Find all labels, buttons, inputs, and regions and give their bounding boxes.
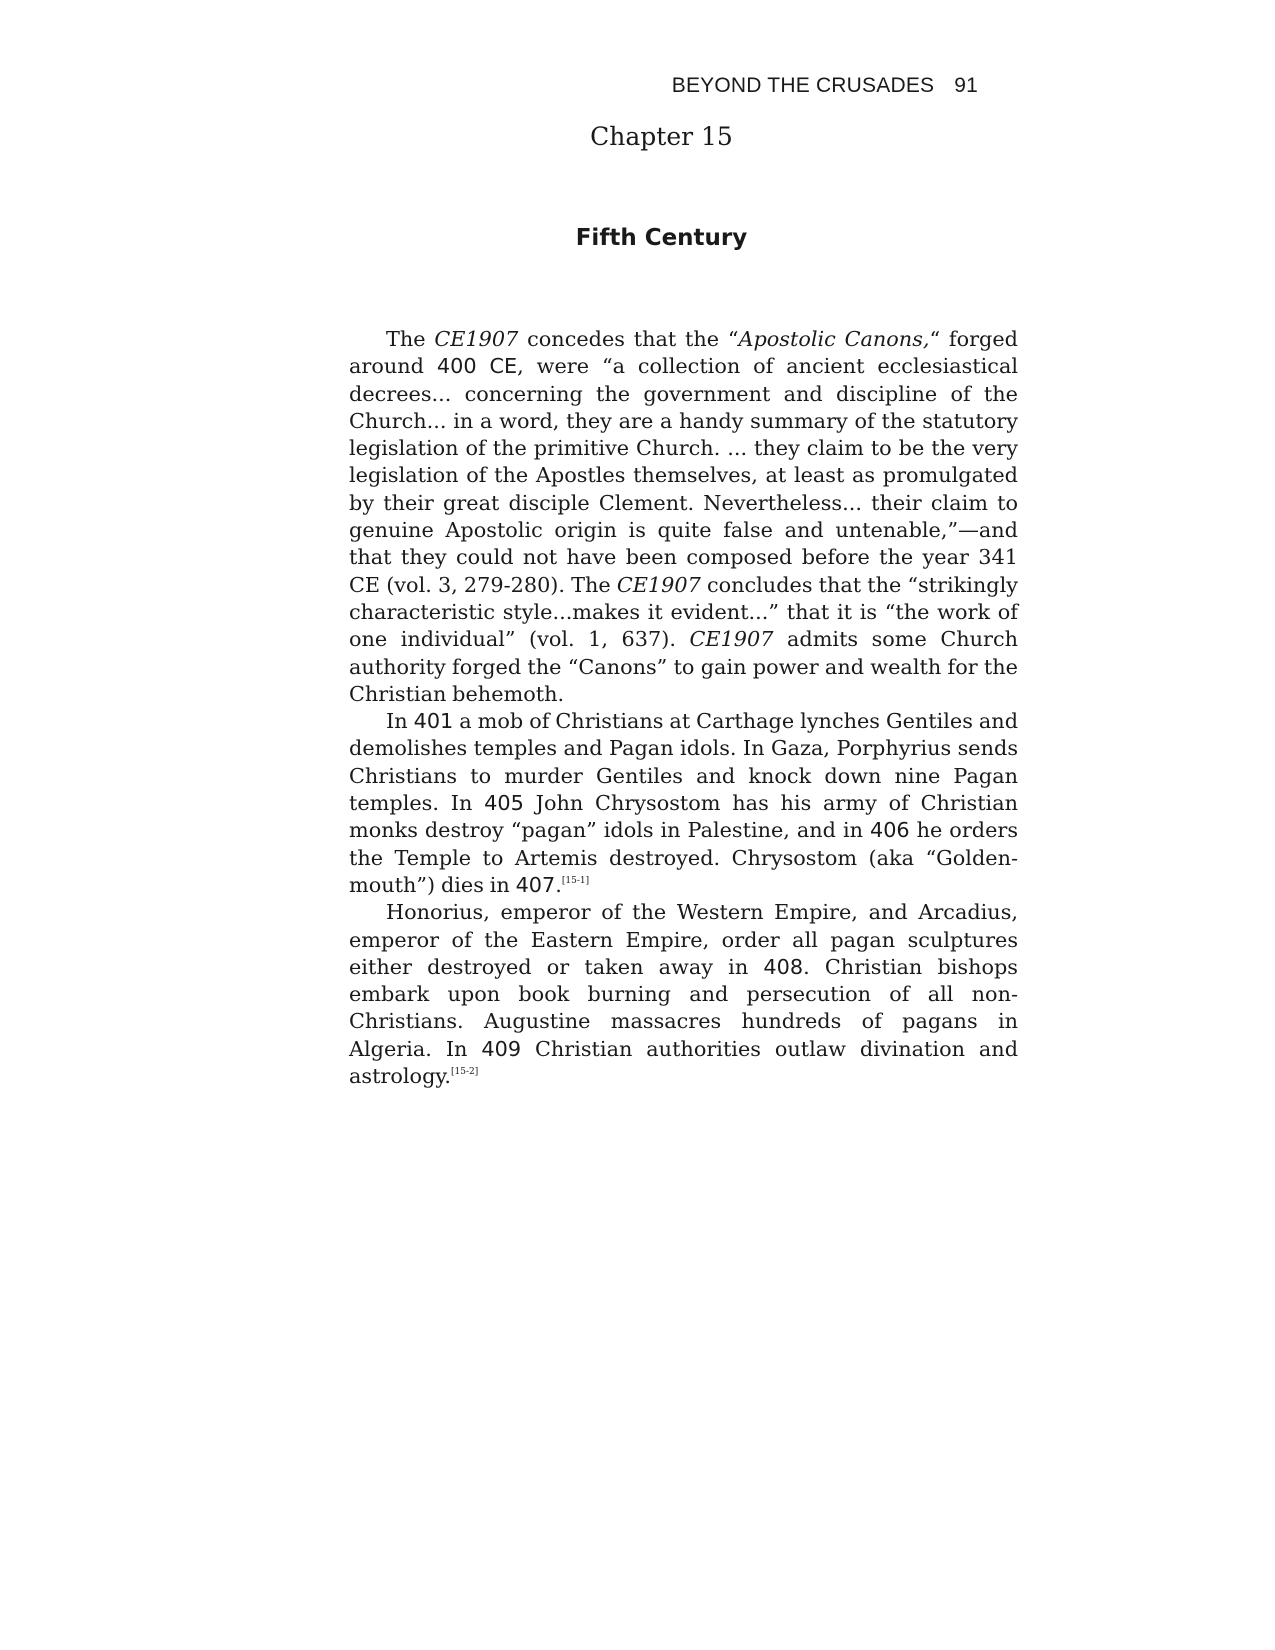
citation-abbrev: CE1907 [616, 572, 701, 597]
footnote-ref[interactable]: [15-1] [561, 875, 590, 886]
text-run: a mob of Christians at Carthage lynches Gentiles and demolishes temples and Pagan idols. In Gaza, Porphyrius sends Christians to murder Gentiles and knock down nine Pagan temples. In [349, 709, 1019, 816]
paragraph-1 [349, 326, 1018, 708]
body-text [349, 326, 1018, 1090]
text-run: , were “a collection of ancient ecclesiastical decrees... concerning the government and discipline of the Church... in a word, they are a handy summary of the statutory legislation of the primitive Church. ... they claim to be the very legislation of the Apostles themselves, at least as promulgated by their great disciple Clement. Nevertheless... their claim to genuine Apostolic origin is quite false and untenable,”—and that they could not have been composed before the year 341 CE (vol. 3, 279-280). The [349, 354, 1018, 597]
year-highlight: 400 CE [436, 354, 518, 379]
running-header [672, 74, 978, 98]
text-run: concludes that the “strikingly characteristic style...makes it evident...” that it is “the work of one individual” (vol. 1, 637). [349, 572, 1018, 652]
running-title: BEYOND THE CRUSADES [671, 74, 935, 97]
text-run: The [386, 327, 435, 351]
text-run: John Chrysostom has his army of Christian monks destroy “pagan” idols in Palestine, and in [349, 791, 1019, 843]
text-run: he orders the Temple to Artemis destroyed. Chrysostom (aka “Golden-mouth”) dies in [349, 818, 1018, 897]
year-highlight: 405 [484, 791, 524, 816]
footnote-ref[interactable]: [15-2] [450, 1067, 479, 1078]
text-run: . Christian bishops embark upon book burning and persecution of all non-Christians. Augustine massacres hundreds of pagans in Algeria. In [349, 954, 1018, 1061]
paragraph-2 [349, 708, 1018, 899]
page-number: 91 [954, 74, 978, 97]
text-run: admits some Church authority forged the “Canons” to gain power and wealth for the Christian behemoth. [349, 627, 1019, 706]
chapter-title: Fifth Century [575, 225, 748, 251]
year-highlight: 401 [413, 709, 454, 734]
citation-abbrev: CE1907 [434, 327, 519, 351]
text-run: In [386, 709, 414, 734]
citation-abbrev: CE1907 [689, 627, 774, 652]
year-highlight: 407 [515, 872, 556, 897]
year-highlight: 406 [869, 818, 910, 843]
chapter-label: Chapter 15 [590, 122, 733, 151]
text-run: Honorius, emperor of the Western Empire, and Arcadius, emperor of the Eastern Empire, order all pagan sculptures either destroyed or taken away in [349, 900, 1018, 979]
paragraph-3 [349, 899, 1018, 1090]
text-run: concedes that the “ [518, 327, 739, 351]
text-run: Christian authorities outlaw divination and astrology. [349, 1036, 1019, 1089]
work-title: Apostolic Canons, [738, 327, 930, 351]
text-run: “ forged around [349, 327, 1018, 379]
year-highlight: 409 [481, 1036, 522, 1061]
year-highlight: 408 [763, 954, 804, 979]
text-run: . [555, 872, 562, 897]
